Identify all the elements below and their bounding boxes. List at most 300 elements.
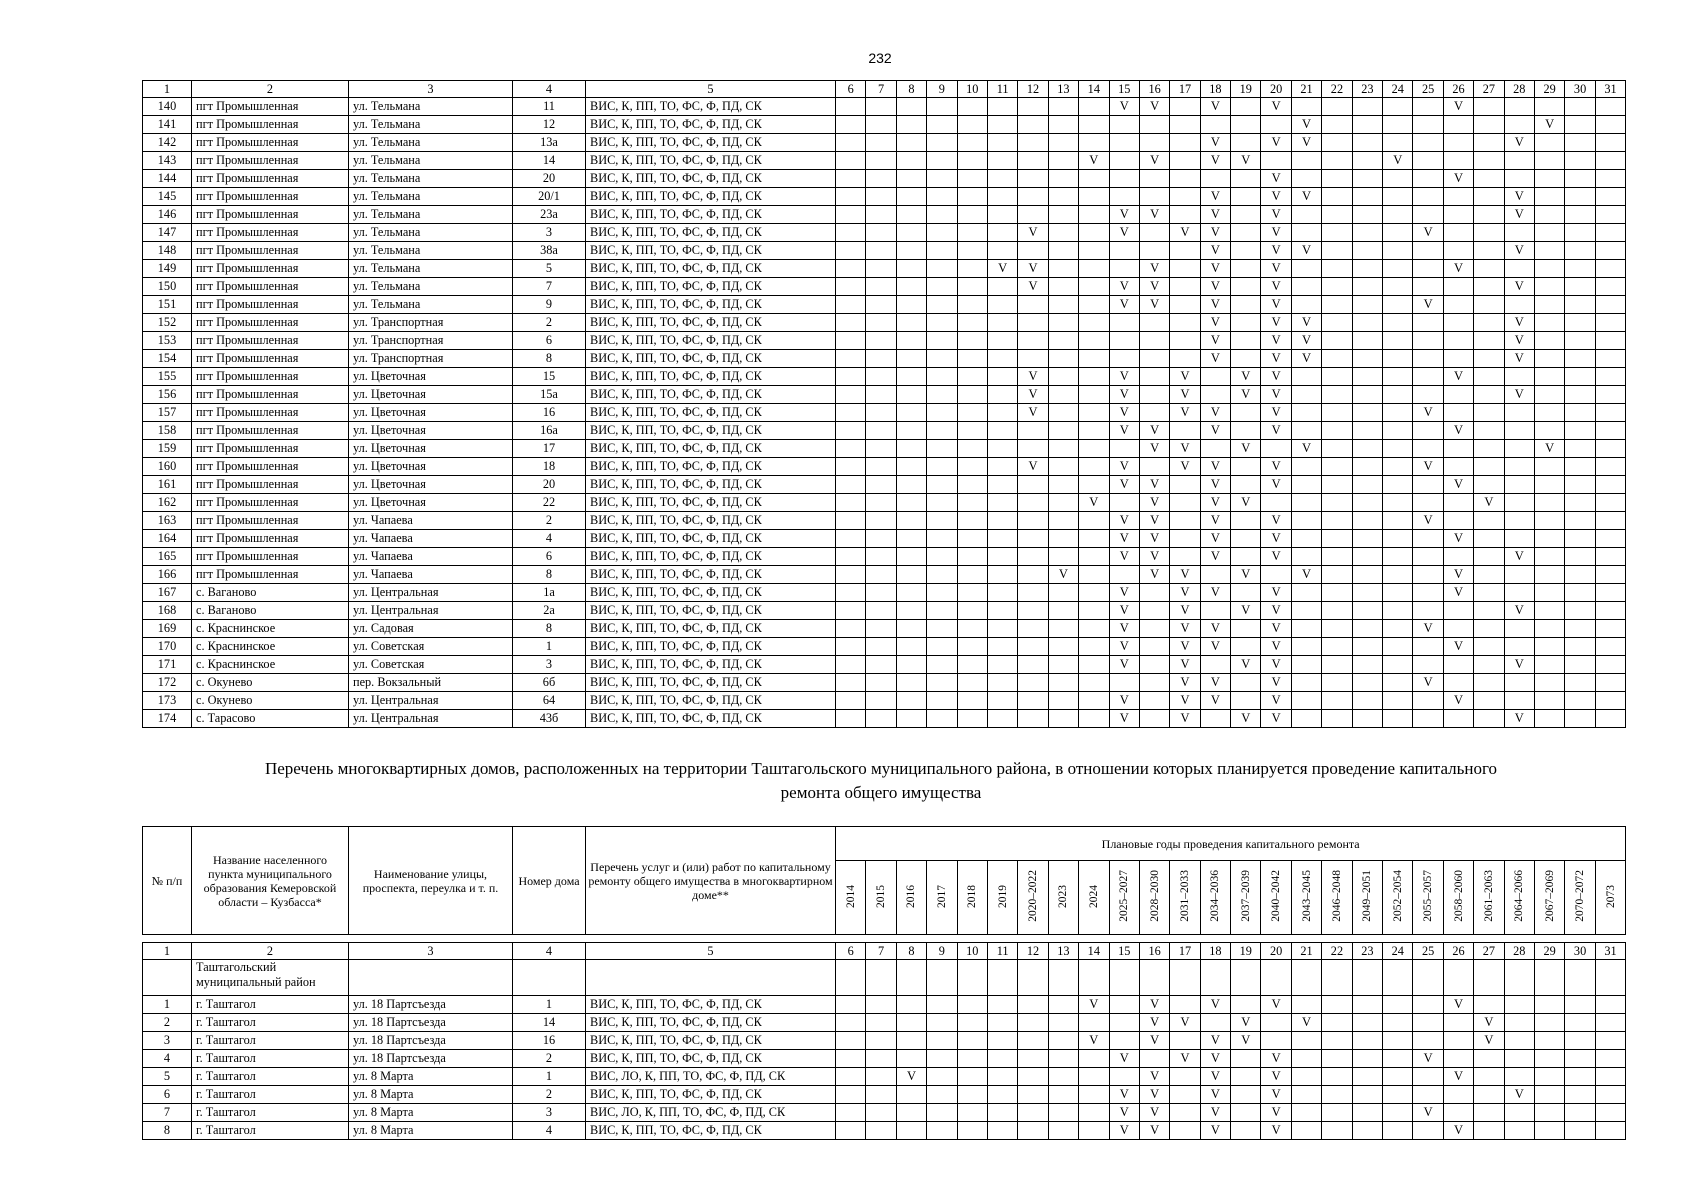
year-mark: V <box>1261 1122 1291 1140</box>
year-cell <box>1352 314 1382 332</box>
year-cell <box>1170 350 1200 368</box>
year-cell <box>866 1014 896 1032</box>
year-cell <box>1443 494 1473 512</box>
year-cell <box>1291 1104 1321 1122</box>
year-cell <box>1352 566 1382 584</box>
year-cell <box>866 656 896 674</box>
year-cell <box>1474 260 1504 278</box>
year-mark: V <box>1018 368 1048 386</box>
year-mark: V <box>1261 188 1291 206</box>
year-cell <box>1504 368 1534 386</box>
year-cell <box>957 152 987 170</box>
settlement-name: пгт Промышленная <box>192 116 349 134</box>
year-cell <box>957 584 987 602</box>
year-cell <box>896 314 926 332</box>
header-year-label: 2031–2033 <box>1178 870 1191 922</box>
year-cell <box>1048 584 1078 602</box>
year-mark: V <box>1261 296 1291 314</box>
house-number: 11 <box>513 98 586 116</box>
year-cell <box>1595 530 1625 548</box>
column-number: 21 <box>1291 81 1321 98</box>
year-mark: V <box>1170 1050 1200 1068</box>
year-cell <box>1443 296 1473 314</box>
year-mark: V <box>1261 674 1291 692</box>
year-cell <box>866 1068 896 1086</box>
year-mark: V <box>1261 548 1291 566</box>
year-mark: V <box>1139 278 1169 296</box>
works-list: ВИС, К, ПП, ТО, ФС, Ф, ПД, СК <box>586 656 836 674</box>
year-cell <box>836 512 866 530</box>
column-number: 13 <box>1048 943 1078 960</box>
street-name: ул. Центральная <box>349 584 513 602</box>
year-cell <box>1565 368 1595 386</box>
table-row <box>143 98 1626 116</box>
year-cell <box>1474 242 1504 260</box>
year-cell <box>866 674 896 692</box>
works-list: ВИС, К, ПП, ТО, ФС, Ф, ПД, СК <box>586 530 836 548</box>
year-cell <box>1595 1068 1625 1086</box>
year-cell <box>987 602 1017 620</box>
year-cell <box>957 620 987 638</box>
year-cell <box>1413 386 1443 404</box>
year-cell <box>1322 656 1352 674</box>
year-cell <box>1383 1104 1413 1122</box>
year-cell <box>1595 242 1625 260</box>
year-cell <box>1504 260 1534 278</box>
year-cell <box>1291 458 1321 476</box>
year-mark: V <box>1413 1104 1443 1122</box>
year-mark: V <box>1443 170 1473 188</box>
column-number: 20 <box>1261 943 1291 960</box>
works-list: ВИС, К, ПП, ТО, ФС, Ф, ПД, СК <box>586 386 836 404</box>
year-mark: V <box>1170 620 1200 638</box>
year-cell <box>1443 1104 1473 1122</box>
year-cell <box>1474 98 1504 116</box>
year-mark: V <box>896 1068 926 1086</box>
year-cell <box>1565 224 1595 242</box>
street-name: ул. Чапаева <box>349 512 513 530</box>
year-cell <box>1383 134 1413 152</box>
year-cell <box>1079 224 1109 242</box>
year-mark: V <box>1079 1032 1109 1050</box>
year-cell <box>957 422 987 440</box>
works-list: ВИС, К, ПП, ТО, ФС, Ф, ПД, СК <box>586 620 836 638</box>
street-name: ул. Тельмана <box>349 134 513 152</box>
settlement-name: с. Краснинское <box>192 638 349 656</box>
year-cell <box>1565 404 1595 422</box>
column-number: 27 <box>1474 943 1504 960</box>
house-number: 7 <box>513 278 586 296</box>
empty-cell <box>927 960 957 996</box>
year-cell <box>1383 116 1413 134</box>
year-cell <box>1139 188 1169 206</box>
year-cell <box>1383 1032 1413 1050</box>
year-cell <box>927 98 957 116</box>
year-cell <box>957 170 987 188</box>
header-city: Название населенного пункта муниципального образования Кемеровской области – Кузбасса* <box>192 827 349 935</box>
year-mark: V <box>1261 476 1291 494</box>
year-cell <box>1139 674 1169 692</box>
column-number: 20 <box>1261 81 1291 98</box>
column-number: 29 <box>1534 81 1564 98</box>
year-cell <box>1534 260 1564 278</box>
year-cell <box>1170 548 1200 566</box>
year-cell <box>1443 1050 1473 1068</box>
year-cell <box>1200 170 1230 188</box>
settlement-name: пгт Промышленная <box>192 260 349 278</box>
year-cell <box>957 368 987 386</box>
year-cell <box>1291 512 1321 530</box>
column-number: 15 <box>1109 81 1139 98</box>
year-mark: V <box>1109 584 1139 602</box>
year-cell <box>1352 350 1382 368</box>
settlement-name: пгт Промышленная <box>192 314 349 332</box>
year-cell <box>1018 314 1048 332</box>
year-cell <box>1322 116 1352 134</box>
year-cell <box>1474 1104 1504 1122</box>
year-cell <box>896 188 926 206</box>
table-row <box>143 314 1626 332</box>
year-mark: V <box>1139 512 1169 530</box>
year-mark: V <box>1109 98 1139 116</box>
year-cell <box>1018 332 1048 350</box>
year-cell <box>896 710 926 728</box>
row-number: 154 <box>143 350 192 368</box>
year-mark: V <box>1443 996 1473 1014</box>
year-cell <box>896 278 926 296</box>
year-cell <box>1079 620 1109 638</box>
year-cell <box>1565 494 1595 512</box>
year-cell <box>1170 476 1200 494</box>
settlement-name: пгт Промышленная <box>192 170 349 188</box>
year-cell <box>1504 170 1534 188</box>
year-cell <box>896 656 926 674</box>
year-mark: V <box>1504 278 1534 296</box>
year-mark: V <box>1109 476 1139 494</box>
year-cell <box>866 638 896 656</box>
works-list: ВИС, К, ПП, ТО, ФС, Ф, ПД, СК <box>586 314 836 332</box>
year-cell <box>1139 116 1169 134</box>
year-cell <box>987 584 1017 602</box>
year-mark: V <box>1231 368 1261 386</box>
year-cell <box>927 996 957 1014</box>
year-cell <box>1352 692 1382 710</box>
year-cell <box>896 494 926 512</box>
year-cell <box>1474 710 1504 728</box>
table-row <box>143 530 1626 548</box>
year-cell <box>1048 1068 1078 1086</box>
year-cell <box>866 206 896 224</box>
year-cell <box>957 206 987 224</box>
year-cell <box>987 1014 1017 1032</box>
column-number: 19 <box>1231 943 1261 960</box>
year-cell <box>1534 242 1564 260</box>
year-cell <box>1139 656 1169 674</box>
year-cell <box>1322 242 1352 260</box>
year-cell <box>1048 692 1078 710</box>
works-list: ВИС, К, ПП, ТО, ФС, Ф, ПД, СК <box>586 692 836 710</box>
year-cell <box>896 206 926 224</box>
year-cell <box>1474 152 1504 170</box>
column-number: 9 <box>927 81 957 98</box>
year-cell <box>1231 332 1261 350</box>
year-mark: V <box>1018 386 1048 404</box>
table-row <box>143 404 1626 422</box>
works-list: ВИС, К, ПП, ТО, ФС, Ф, ПД, СК <box>586 548 836 566</box>
works-list: ВИС, К, ПП, ТО, ФС, Ф, ПД, СК <box>586 440 836 458</box>
year-mark: V <box>1504 350 1534 368</box>
header-year-label: 2017 <box>935 884 948 908</box>
year-cell <box>1352 476 1382 494</box>
year-mark: V <box>1261 530 1291 548</box>
year-cell <box>987 512 1017 530</box>
year-mark: V <box>1200 512 1230 530</box>
year-cell <box>1231 512 1261 530</box>
year-cell <box>1352 332 1382 350</box>
year-cell <box>1565 350 1595 368</box>
year-mark: V <box>1504 548 1534 566</box>
column-number: 1 <box>143 81 192 98</box>
year-cell <box>1109 134 1139 152</box>
year-cell <box>1231 296 1261 314</box>
year-mark: V <box>1109 296 1139 314</box>
year-mark: V <box>1261 134 1291 152</box>
empty-cell <box>987 960 1017 996</box>
row-number: 2 <box>143 1014 192 1032</box>
year-cell <box>896 1086 926 1104</box>
year-cell <box>1079 422 1109 440</box>
year-mark: V <box>1231 656 1261 674</box>
year-mark: V <box>1170 710 1200 728</box>
year-cell <box>866 692 896 710</box>
year-cell <box>1322 134 1352 152</box>
year-cell <box>957 656 987 674</box>
year-cell <box>1048 638 1078 656</box>
year-mark: V <box>1109 458 1139 476</box>
year-cell <box>866 602 896 620</box>
year-mark: V <box>1200 584 1230 602</box>
year-cell <box>896 1032 926 1050</box>
year-cell <box>1231 242 1261 260</box>
house-number: 4 <box>513 1122 586 1140</box>
year-cell <box>1231 458 1261 476</box>
year-cell <box>836 422 866 440</box>
year-cell <box>896 224 926 242</box>
year-cell <box>1534 134 1564 152</box>
house-number: 14 <box>513 152 586 170</box>
year-cell <box>1139 1050 1169 1068</box>
column-number: 9 <box>927 943 957 960</box>
section-title-line-1: Перечень многоквартирных домов, расположенных на территории Таштагольского муниципального района, в отношении которых планируется проведение капитального <box>264 759 1498 778</box>
house-number: 12 <box>513 116 586 134</box>
year-cell <box>1413 422 1443 440</box>
year-cell <box>957 278 987 296</box>
year-cell <box>1413 602 1443 620</box>
year-cell <box>1322 1014 1352 1032</box>
year-cell <box>1048 996 1078 1014</box>
works-list: ВИС, К, ПП, ТО, ФС, Ф, ПД, СК <box>586 242 836 260</box>
row-number: 169 <box>143 620 192 638</box>
year-cell <box>1413 134 1443 152</box>
year-cell <box>1565 638 1595 656</box>
settlement-name: г. Таштагол <box>192 1104 349 1122</box>
year-cell <box>957 1068 987 1086</box>
year-cell <box>1109 260 1139 278</box>
year-mark: V <box>1474 1014 1504 1032</box>
column-number: 11 <box>987 81 1017 98</box>
year-mark: V <box>1200 350 1230 368</box>
year-cell <box>1079 530 1109 548</box>
year-cell <box>927 260 957 278</box>
year-cell <box>836 260 866 278</box>
year-cell <box>836 440 866 458</box>
year-cell <box>866 440 896 458</box>
table-row <box>143 512 1626 530</box>
year-cell <box>866 314 896 332</box>
year-cell <box>1048 134 1078 152</box>
year-cell <box>1474 620 1504 638</box>
year-cell <box>1565 152 1595 170</box>
year-mark: V <box>1443 584 1473 602</box>
year-cell <box>1018 674 1048 692</box>
year-cell <box>866 584 896 602</box>
year-cell <box>1139 170 1169 188</box>
year-cell <box>1200 602 1230 620</box>
column-number: 5 <box>586 943 836 960</box>
year-cell <box>1291 530 1321 548</box>
year-cell <box>866 1122 896 1140</box>
year-cell <box>1443 314 1473 332</box>
year-cell <box>866 386 896 404</box>
row-number: 140 <box>143 98 192 116</box>
year-cell <box>1018 692 1048 710</box>
year-cell <box>1504 476 1534 494</box>
street-name: ул. Садовая <box>349 620 513 638</box>
year-mark: V <box>1231 566 1261 584</box>
empty-cell <box>1383 960 1413 996</box>
year-cell <box>1048 242 1078 260</box>
year-cell <box>927 1068 957 1086</box>
house-number: 3 <box>513 1104 586 1122</box>
column-number: 6 <box>836 943 866 960</box>
house-number: 2а <box>513 602 586 620</box>
header-year <box>1139 861 1169 935</box>
year-cell <box>1534 1068 1564 1086</box>
year-mark: V <box>1200 188 1230 206</box>
year-cell <box>1383 584 1413 602</box>
year-cell <box>866 566 896 584</box>
year-cell <box>836 170 866 188</box>
year-cell <box>1170 278 1200 296</box>
year-cell <box>1139 224 1169 242</box>
column-number: 3 <box>349 943 513 960</box>
year-cell <box>1170 314 1200 332</box>
year-cell <box>1534 692 1564 710</box>
year-cell <box>987 1104 1017 1122</box>
year-cell <box>836 98 866 116</box>
year-cell <box>1443 674 1473 692</box>
year-cell <box>1018 602 1048 620</box>
header-works: Перечень услуг и (или) работ по капитальному ремонту общего имущества в многоквартирном доме** <box>586 827 836 935</box>
year-cell <box>1018 188 1048 206</box>
column-number: 18 <box>1200 81 1230 98</box>
settlement-name: с. Окунево <box>192 692 349 710</box>
year-cell <box>866 494 896 512</box>
year-cell <box>957 1032 987 1050</box>
year-cell <box>1231 476 1261 494</box>
year-cell <box>1352 710 1382 728</box>
year-cell <box>896 134 926 152</box>
year-mark: V <box>1231 602 1261 620</box>
year-cell <box>896 512 926 530</box>
settlement-name: с. Окунево <box>192 674 349 692</box>
year-cell <box>1018 170 1048 188</box>
year-cell <box>987 620 1017 638</box>
year-cell <box>1565 170 1595 188</box>
year-cell <box>836 692 866 710</box>
year-cell <box>1048 368 1078 386</box>
year-cell <box>1504 458 1534 476</box>
table-row <box>143 440 1626 458</box>
year-mark: V <box>1200 332 1230 350</box>
year-mark: V <box>1109 512 1139 530</box>
house-number: 17 <box>513 440 586 458</box>
year-cell <box>1595 548 1625 566</box>
year-cell <box>1048 512 1078 530</box>
year-cell <box>1443 152 1473 170</box>
year-cell <box>1504 296 1534 314</box>
year-cell <box>1383 368 1413 386</box>
year-cell <box>1352 548 1382 566</box>
year-cell <box>1018 350 1048 368</box>
house-number: 2 <box>513 512 586 530</box>
year-mark: V <box>1109 1122 1139 1140</box>
column-number: 31 <box>1595 81 1625 98</box>
year-cell <box>1595 314 1625 332</box>
works-list: ВИС, К, ПП, ТО, ФС, Ф, ПД, СК <box>586 332 836 350</box>
year-cell <box>927 134 957 152</box>
year-cell <box>1383 386 1413 404</box>
settlement-name: пгт Промышленная <box>192 296 349 314</box>
column-number: 21 <box>1291 943 1321 960</box>
year-cell <box>896 1050 926 1068</box>
year-mark: V <box>1170 224 1200 242</box>
year-cell <box>1170 1032 1200 1050</box>
year-cell <box>866 350 896 368</box>
year-cell <box>1474 134 1504 152</box>
year-cell <box>927 350 957 368</box>
year-cell <box>1443 188 1473 206</box>
settlement-name: г. Таштагол <box>192 1122 349 1140</box>
year-cell <box>927 710 957 728</box>
year-cell <box>1048 296 1078 314</box>
year-mark: V <box>1200 1086 1230 1104</box>
settlement-name: с. Тарасово <box>192 710 349 728</box>
table-row <box>143 620 1626 638</box>
year-cell <box>1261 440 1291 458</box>
year-cell <box>1383 512 1413 530</box>
empty-cell <box>1018 960 1048 996</box>
year-cell <box>1534 296 1564 314</box>
year-mark: V <box>1170 458 1200 476</box>
house-number: 3 <box>513 224 586 242</box>
year-cell <box>1261 116 1291 134</box>
year-cell <box>896 260 926 278</box>
works-list: ВИС, К, ПП, ТО, ФС, Ф, ПД, СК <box>586 1122 836 1140</box>
header-year <box>1261 861 1291 935</box>
year-cell <box>957 494 987 512</box>
year-cell <box>1474 692 1504 710</box>
